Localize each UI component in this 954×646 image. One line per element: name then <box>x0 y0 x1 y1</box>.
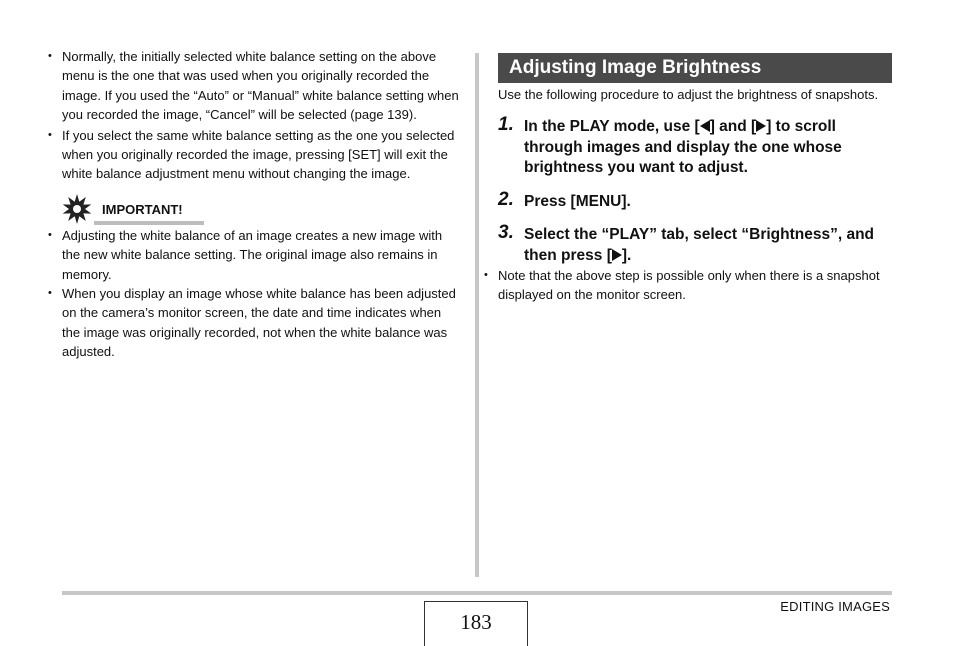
list-item: • If you select the same white balance setting as the one you selected when you originally recorded the image, pressing [SET] will exit the white balance adjustment menu without changing the image. <box>62 126 462 184</box>
footer-section-name: EDITING IMAGES <box>780 599 890 614</box>
triangle-left-icon <box>700 120 710 132</box>
step-number: 3. <box>498 222 514 243</box>
triangle-right-icon <box>756 120 766 132</box>
left-column <box>62 47 462 362</box>
list-item: • Note that the above step is possible only when there is a snapshot displayed on the monitor screen. <box>498 266 892 305</box>
list-item: • Adjusting the white balance of an image creates a new image with the new white balance setting. The original image also remains in memory. <box>62 226 462 284</box>
footer-rule <box>62 591 892 595</box>
section-intro: Use the following procedure to adjust the brightness of snapshots. <box>498 87 879 102</box>
starburst-icon <box>62 194 92 224</box>
important-underline <box>94 221 204 225</box>
step-number: 2. <box>498 188 514 210</box>
section-title: Adjusting Image Brightness <box>498 53 892 83</box>
step-1 <box>498 114 892 179</box>
step-text: Press [MENU]. <box>524 192 631 210</box>
important-label: IMPORTANT! <box>102 201 183 217</box>
triangle-right-icon <box>612 249 622 261</box>
step-2 <box>498 188 892 213</box>
white-balance-notes <box>62 47 462 184</box>
page-number: 183 <box>424 601 528 646</box>
step-3 <box>498 222 892 266</box>
important-list <box>62 226 462 362</box>
step-text: In the PLAY mode, use [ ] and [ ] to scroll through images and display the one whose brightness you want to adjust. <box>524 118 842 176</box>
step-number: 1. <box>498 114 514 135</box>
step-text: Select the “PLAY” tab, select “Brightness”, and then press [ ]. <box>524 226 874 264</box>
list-item: • Normally, the initially selected white balance setting on the above menu is the one that was used when you originally recorded the image. If you used the “Auto” or “Manual” white balance setting when you recorded the image, “Cancel” will be selected (page 139). <box>62 47 462 125</box>
column-divider <box>475 53 479 577</box>
right-column <box>498 53 892 305</box>
list-item: • When you display an image whose white balance has been adjusted on the camera’s monitor screen, the date and time indicates when the image was originally recorded, not when the white balance was adjusted. <box>62 284 462 362</box>
step-3-note <box>498 266 892 305</box>
important-header <box>62 198 462 226</box>
